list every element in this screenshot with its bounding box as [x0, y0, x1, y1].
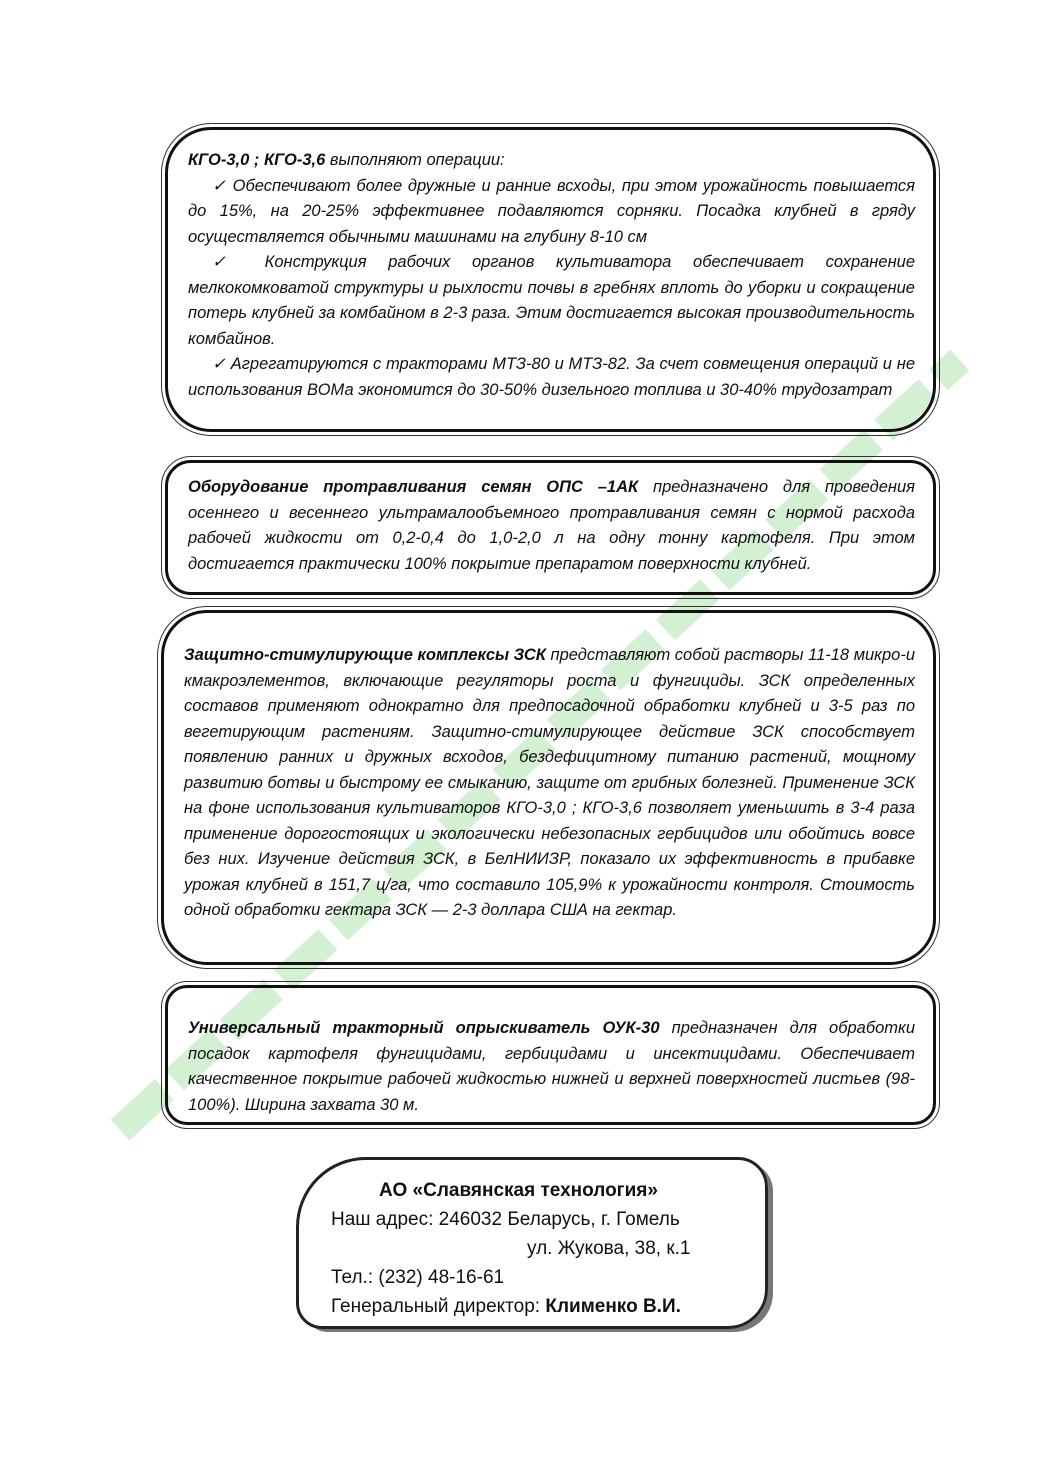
contact-box	[296, 1157, 768, 1329]
kgo-heading	[188, 148, 915, 174]
address-line: Наш адрес: 246032 Беларусь, г. Гомель	[331, 1209, 680, 1230]
kgo-info-box	[165, 127, 936, 432]
ouk-title: Универсальный тракторный опрыскиватель ОУК-30	[188, 1019, 660, 1037]
kgo-item-3: ✓ Агрегатируются с тракторами МТЗ-80 и МТЗ-82. За счет совмещения операций и не использования ВОМа экономится до 30-50% дизельного топлива и 30-40% трудозатрат	[188, 355, 915, 399]
ops-title: Оборудование протравливания семян ОПС –1АК	[188, 478, 639, 496]
kgo-item-1: ✓ Обеспечивают более дружные и ранние всходы, при этом урожайность повышается до 15%, на 20-25% эффективнее подавляются сорняки. Посадка клубней в гряду осуществляется обычными машинами на глубину 8-10 см	[188, 176, 915, 246]
ouk-text: предназначен для обработки посадок картофеля фунгицидами, гербицидами и инсектицидами. Обеспечивает качественное покрытие рабочей жидкостью нижней и верхней поверхностей листьев (98-100%). Ширина захвата 30 м.	[188, 1019, 915, 1114]
company-name: АО «Славянская технология»	[379, 1180, 658, 1201]
kgo-title-rest: выполняют операции:	[325, 151, 505, 169]
kgo-item-2: ✓ Конструкция рабочих органов культиватора обеспечивает сохранение мелкокомковатой структуры и рыхлости почвы в гребнях вплоть до уборки и сокращение потерь клубней за комбайном в 2-3 раза. Этим достигается высокая производительность комбайнов.	[188, 253, 915, 348]
zsk-text: представляют собой растворы 11-18 микро-и кмакроэлементов, включающие регуляторы роста и фунгициды. ЗСК определенных составов применяют однократно для предпосадочной обработки клубней и 3-5 раз по вегетирующим растениям. Защитно-стимулирующее действие ЗСК способствует появлению ранних и дружных всходов, бездефицитному питанию растений, мощному развитию ботвы и быстрому ее смыканию, защите от грибных болезней. Применение ЗСК на фоне использования культиваторов КГО-3,0 ; КГО-3,6 позволяет уменьшить в 3-4 раза применение дорогостоящих и экологически небезопасных гербицидов или обойтись вовсе без них. Изучение действия ЗСК, в БелНИИЗР, показало их эффективность в прибавке урожая клубней в 151,7 ц/га, что составило 105,9% к урожайности контроля. Стоимость одной обработки гектара ЗСК — 2-3 доллара США на гектар.	[184, 646, 915, 919]
ouk-info-box	[165, 985, 936, 1125]
phone-line: Тел.: (232) 48-16-61	[331, 1267, 505, 1288]
zsk-info-box	[161, 610, 936, 965]
ops-info-box	[165, 460, 936, 595]
ops-paragraph	[188, 475, 915, 577]
director-label: Генеральный директор:	[331, 1296, 541, 1317]
ops-text: предназначено для проведения осеннего и весеннего ультрамалообъемного протравливания семян с нормой расхода рабочей жидкости от 0,2-0,4 до 1,0-2,0 л на одну тонну картофеля. При этом достигается практически 100% покрытие препаратом поверхности клубней.	[188, 478, 915, 573]
kgo-title: КГО-3,0 ; КГО-3,6	[188, 151, 326, 169]
zsk-title: Защитно-стимулирующие комплексы ЗСК	[184, 646, 546, 664]
street-line: ул. Жукова, 38, к.1	[527, 1238, 691, 1259]
ouk-paragraph	[188, 1016, 915, 1118]
director-line	[331, 1292, 681, 1321]
director-name: Клименко В.И.	[545, 1296, 681, 1317]
zsk-paragraph	[184, 643, 915, 924]
